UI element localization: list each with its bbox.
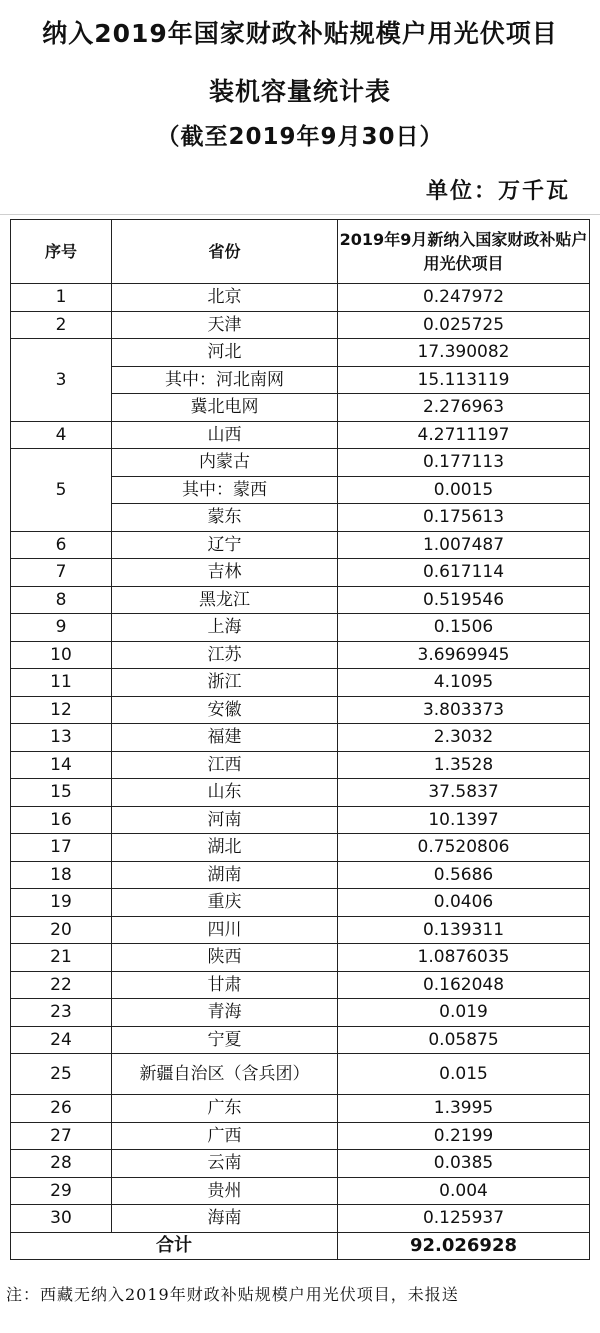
table-row [11, 421, 590, 449]
row-index: 3 [11, 339, 112, 422]
row-capacity: 4.2711197 [338, 421, 590, 449]
table-row [11, 614, 590, 642]
table-row [11, 971, 590, 999]
row-capacity: 1.007487 [338, 531, 590, 559]
row-province: 其中：河北南网 [112, 366, 338, 394]
row-capacity: 0.177113 [338, 449, 590, 477]
row-province: 陕西 [112, 944, 338, 972]
row-index: 30 [11, 1205, 112, 1233]
table-row [11, 641, 590, 669]
row-index: 2 [11, 311, 112, 339]
row-index: 29 [11, 1177, 112, 1205]
row-index: 6 [11, 531, 112, 559]
total-value: 92.026928 [338, 1232, 590, 1260]
row-index: 10 [11, 641, 112, 669]
row-index: 24 [11, 1026, 112, 1054]
document-title-line2: 装机容量统计表 [208, 77, 391, 106]
table-row [11, 1122, 590, 1150]
table-row [11, 751, 590, 779]
header-capacity: 2019年9月新纳入国家财政补贴户用光伏项目 [338, 220, 590, 284]
header-province: 省份 [112, 220, 338, 284]
row-province: 蒙东 [112, 504, 338, 532]
table-row [11, 1177, 590, 1205]
document-date-note: （截至2019年9月30日） [156, 124, 444, 150]
table-row [11, 449, 590, 477]
table-row [11, 724, 590, 752]
row-capacity: 2.3032 [338, 724, 590, 752]
table-row [11, 1205, 590, 1233]
row-province: 四川 [112, 916, 338, 944]
row-capacity: 0.519546 [338, 586, 590, 614]
row-capacity: 0.125937 [338, 1205, 590, 1233]
row-province: 安徽 [112, 696, 338, 724]
row-province: 广东 [112, 1095, 338, 1123]
row-capacity: 0.162048 [338, 971, 590, 999]
row-province: 上海 [112, 614, 338, 642]
header-index: 序号 [11, 220, 112, 284]
row-province: 山东 [112, 779, 338, 807]
row-province: 湖南 [112, 861, 338, 889]
row-capacity: 1.3995 [338, 1095, 590, 1123]
row-capacity: 0.019 [338, 999, 590, 1027]
table-row [11, 284, 590, 312]
row-province: 重庆 [112, 889, 338, 917]
row-index: 25 [11, 1054, 112, 1095]
row-capacity: 0.025725 [338, 311, 590, 339]
row-capacity: 0.5686 [338, 861, 590, 889]
footnote: 注：西藏无纳入2019年财政补贴规模户用光伏项目，未报送 [6, 1285, 459, 1304]
table-row [11, 1026, 590, 1054]
row-capacity: 0.247972 [338, 284, 590, 312]
row-province: 江苏 [112, 641, 338, 669]
table-body [11, 284, 590, 1260]
total-label: 合计 [11, 1232, 338, 1260]
row-index: 18 [11, 861, 112, 889]
row-index: 12 [11, 696, 112, 724]
row-index: 26 [11, 1095, 112, 1123]
row-province: 河南 [112, 806, 338, 834]
row-index: 14 [11, 751, 112, 779]
table-row [11, 1150, 590, 1178]
row-province: 吉林 [112, 559, 338, 587]
row-capacity: 10.1397 [338, 806, 590, 834]
row-province: 内蒙古 [112, 449, 338, 477]
table-row [11, 696, 590, 724]
row-index: 16 [11, 806, 112, 834]
row-index: 17 [11, 834, 112, 862]
table-row [11, 586, 590, 614]
row-index: 5 [11, 449, 112, 532]
row-capacity: 37.5837 [338, 779, 590, 807]
row-capacity: 0.7520806 [338, 834, 590, 862]
row-province: 宁夏 [112, 1026, 338, 1054]
row-capacity: 4.1095 [338, 669, 590, 697]
table-row [11, 834, 590, 862]
row-capacity: 3.803373 [338, 696, 590, 724]
row-capacity: 2.276963 [338, 394, 590, 422]
row-index: 11 [11, 669, 112, 697]
row-capacity: 0.0385 [338, 1150, 590, 1178]
table-row [11, 889, 590, 917]
row-capacity: 0.617114 [338, 559, 590, 587]
row-province: 甘肃 [112, 971, 338, 999]
table-row [11, 806, 590, 834]
row-province: 江西 [112, 751, 338, 779]
row-index: 23 [11, 999, 112, 1027]
row-province: 贵州 [112, 1177, 338, 1205]
row-capacity: 0.1506 [338, 614, 590, 642]
row-province: 山西 [112, 421, 338, 449]
table-row [11, 916, 590, 944]
row-province: 广西 [112, 1122, 338, 1150]
row-province: 青海 [112, 999, 338, 1027]
row-capacity: 1.0876035 [338, 944, 590, 972]
row-index: 1 [11, 284, 112, 312]
table-row [11, 1095, 590, 1123]
row-province: 天津 [112, 311, 338, 339]
row-province: 其中：蒙西 [112, 476, 338, 504]
row-index: 15 [11, 779, 112, 807]
row-index: 21 [11, 944, 112, 972]
table-row [11, 669, 590, 697]
row-capacity: 0.2199 [338, 1122, 590, 1150]
row-index: 19 [11, 889, 112, 917]
row-province: 新疆自治区（含兵团） [112, 1054, 338, 1095]
capacity-table [10, 219, 590, 1260]
row-province: 冀北电网 [112, 394, 338, 422]
row-capacity: 0.004 [338, 1177, 590, 1205]
row-index: 27 [11, 1122, 112, 1150]
table-row [11, 861, 590, 889]
row-index: 13 [11, 724, 112, 752]
row-capacity: 0.05875 [338, 1026, 590, 1054]
top-rule [0, 214, 600, 215]
row-capacity: 0.175613 [338, 504, 590, 532]
table-row [11, 311, 590, 339]
table-row [11, 559, 590, 587]
row-province: 黑龙江 [112, 586, 338, 614]
row-province: 福建 [112, 724, 338, 752]
row-capacity: 0.015 [338, 1054, 590, 1095]
document-title: 纳入2019年国家财政补贴规模户用光伏项目 [42, 19, 558, 48]
row-index: 7 [11, 559, 112, 587]
row-capacity: 15.113119 [338, 366, 590, 394]
row-index: 20 [11, 916, 112, 944]
row-index: 9 [11, 614, 112, 642]
row-capacity: 0.139311 [338, 916, 590, 944]
unit-label: 单位：万千瓦 [425, 178, 570, 204]
row-capacity: 0.0406 [338, 889, 590, 917]
table-row [11, 779, 590, 807]
row-province: 湖北 [112, 834, 338, 862]
table-header-row [11, 220, 590, 284]
row-index: 4 [11, 421, 112, 449]
row-province: 北京 [112, 284, 338, 312]
row-index: 28 [11, 1150, 112, 1178]
row-province: 浙江 [112, 669, 338, 697]
table-row [11, 944, 590, 972]
row-province: 海南 [112, 1205, 338, 1233]
total-row [11, 1232, 590, 1260]
row-province: 辽宁 [112, 531, 338, 559]
row-province: 河北 [112, 339, 338, 367]
row-index: 22 [11, 971, 112, 999]
row-capacity: 0.0015 [338, 476, 590, 504]
table-row [11, 531, 590, 559]
row-capacity: 3.6969945 [338, 641, 590, 669]
row-capacity: 1.3528 [338, 751, 590, 779]
row-province: 云南 [112, 1150, 338, 1178]
table-row [11, 339, 590, 367]
table-row [11, 1054, 590, 1095]
row-index: 8 [11, 586, 112, 614]
row-capacity: 17.390082 [338, 339, 590, 367]
table-row [11, 999, 590, 1027]
